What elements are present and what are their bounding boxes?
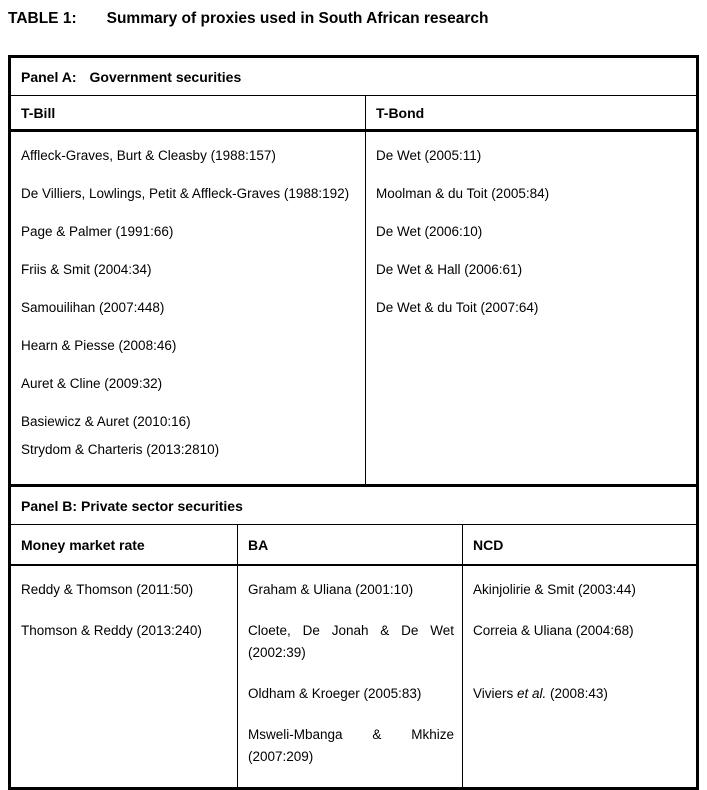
citation: Samouilihan (2007:448) (21, 300, 165, 315)
column-header-tbill: T-Bill (21, 105, 56, 121)
citation: Hearn & Piesse (2008:46) (21, 338, 177, 353)
panel-a-header (11, 58, 696, 96)
table-caption (8, 10, 699, 28)
citation: Cloete, De Jonah & De Wet (2002:39) (248, 623, 454, 660)
panel-b-body (11, 566, 696, 787)
citation: Graham & Uliana (2001:10) (248, 582, 414, 597)
ncd-citation-list (462, 566, 696, 787)
citation-text: Viviers (473, 686, 518, 701)
citation: Msweli-Mbanga & Mkhize (2007:209) (248, 727, 454, 764)
citation: De Wet (2005:11) (376, 148, 482, 163)
citation: De Wet (2006:10) (376, 224, 483, 239)
citation: Correia & Uliana (2004:68) (473, 623, 634, 638)
citation: Friis & Smit (2004:34) (21, 262, 152, 277)
panel-a-label: Panel A: (21, 69, 77, 85)
citation: Oldham & Kroeger (2005:83) (248, 686, 422, 701)
citation: De Wet & du Toit (2007:64) (376, 300, 539, 315)
citation (473, 683, 688, 705)
panel-b-column-headers (11, 525, 696, 566)
panel-b-label: Panel B: (21, 498, 78, 514)
citation: Strydom & Charteris (2013:2810) (21, 442, 220, 457)
tbill-citation-list (11, 132, 365, 484)
citation-text: (2008:43) (546, 686, 608, 701)
ba-citation-list (237, 566, 462, 787)
citation: Thomson & Reddy (2013:240) (21, 623, 202, 638)
table-caption-label: TABLE 1: (8, 10, 77, 27)
money-market-citation-list (11, 566, 237, 787)
column-header-ba: BA (237, 525, 462, 564)
panel-a-body (11, 132, 696, 487)
citation: Page & Palmer (1991:66) (21, 224, 174, 239)
proxies-summary-table (8, 55, 699, 790)
citation-et-al: et al. (517, 686, 547, 701)
citation: Akinjolirie & Smit (2003:44) (473, 582, 636, 597)
citation: Auret & Cline (2009:32) (21, 376, 163, 391)
tbond-citation-list (365, 132, 696, 484)
panel-a-column-headers (11, 96, 696, 132)
citation: Reddy & Thomson (2011:50) (21, 582, 194, 597)
column-header-money-market-rate: Money market rate (21, 537, 145, 553)
panel-b-header (11, 487, 696, 525)
citation: Moolman & du Toit (2005:84) (376, 186, 550, 201)
table-caption-text: Summary of proxies used in South African research (106, 10, 489, 27)
citation: De Wet & Hall (2006:61) (376, 262, 523, 277)
citation: Affleck-Graves, Burt & Cleasby (1988:157) (21, 148, 276, 163)
column-header-tbond: T-Bond (365, 96, 696, 129)
panel-b-title: Private sector securities (81, 498, 243, 514)
citation: Basiewicz & Auret (2010:16) (21, 414, 191, 429)
citation: De Villiers, Lowlings, Petit & Affleck-Graves (1988:192) (21, 186, 350, 201)
column-header-ncd: NCD (462, 525, 696, 564)
panel-a-title: Government securities (89, 69, 242, 85)
